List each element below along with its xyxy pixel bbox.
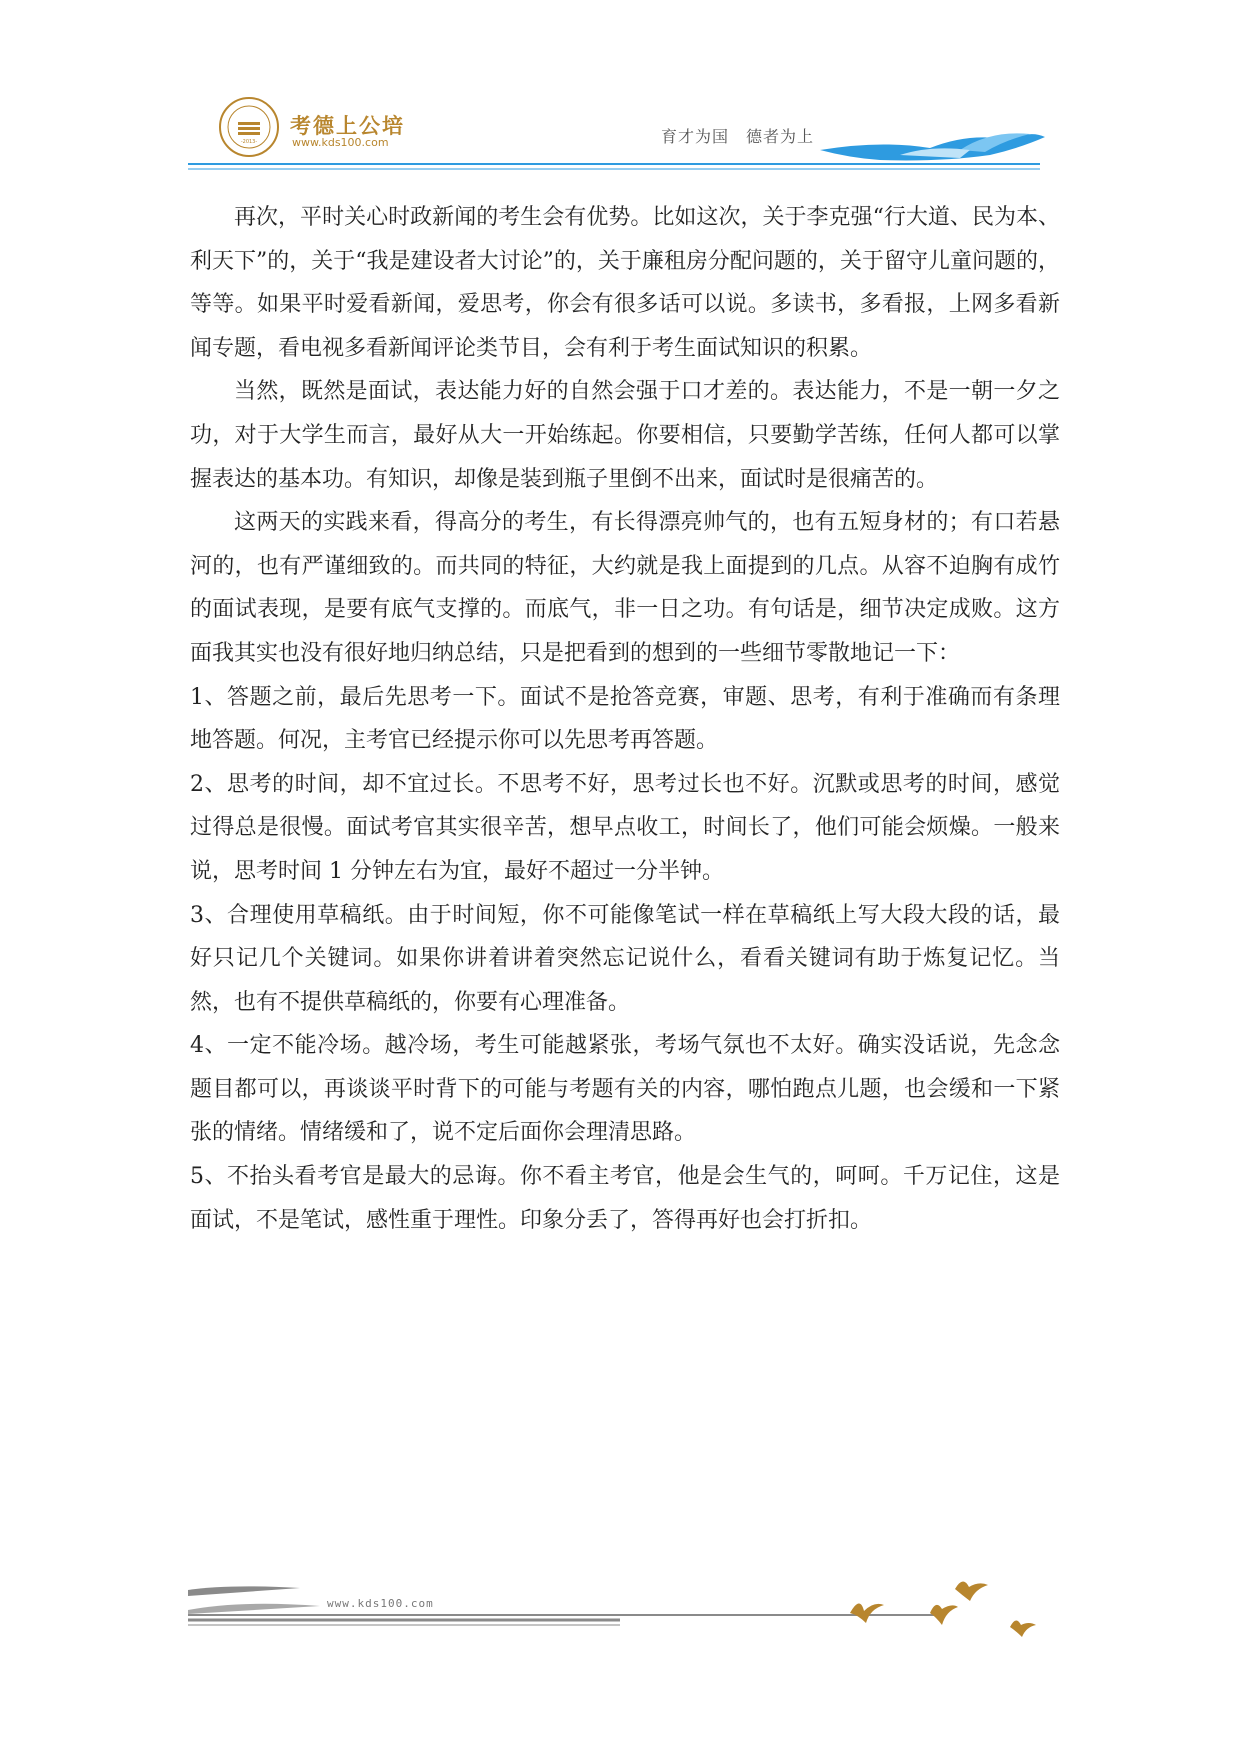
header-rule-graphic — [0, 0, 1241, 180]
brand-name: 考德上公培 — [290, 113, 405, 138]
page-header — [0, 0, 1241, 180]
brand-seal-logo — [218, 96, 280, 158]
list-item: 1、答题之前，最后先思考一下。面试不是抢答竞赛，审题、思考，有利于准确而有条理地答题。何况，主考官已经提示你可以先思考再答题。 — [190, 684, 1060, 754]
list-item: 2、思考的时间，却不宜过长。不思考不好，思考过长也不好。沉默或思考的时间，感觉过得总是很慢。面试考官其实很辛苦，想早点收工，时间长了，他们可能会烦燥。一般来说，思考时间 1 分钟左右为宜，最好不超过一分半钟。 — [190, 771, 1060, 884]
paragraph: 再次，平时关心时政新闻的考生会有优势。比如这次，关于李克强“行大道、民为本、利天下”的，关于“我是建设者大讨论”的，关于廉租房分配问题的，关于留守儿童问题的，等等。如果平时爱看新闻，爱思考，你会有很多话可以说。多读书，多看报，上网多看新闻专题，看电视多看新闻评论类节目，会有利于考生面试知识的积累。 — [190, 205, 1060, 361]
list-item: 3、合理使用草稿纸。由于时间短，你不可能像笔试一样在草稿纸上写大段大段的话，最好只记几个关键词。如果你讲着讲着突然忘记说什么，看看关键词有助于炼复记忆。当然，也有不提供草稿纸的，你要有心理准备。 — [190, 902, 1060, 1015]
page-footer — [0, 1570, 1241, 1680]
brand-url: www.kds100.com — [292, 136, 389, 149]
svg-text:-2013-: -2013- — [240, 139, 258, 145]
flying-birds-icon — [830, 1575, 1070, 1665]
list-item: 5、不抬头看考官是最大的忌诲。你不看主考官，他是会生气的，呵呵。千万记住，这是面试，不是笔试，感性重于理性。印象分丢了，答得再好也会打折扣。 — [190, 1164, 1060, 1233]
list-item: 4、一定不能冷场。越冷场，考生可能越紧张，考场气氛也不太好。确实没话说，先念念题目都可以，再谈谈平时背下的可能与考题有关的内容，哪怕跑点儿题，也会缓和一下紧张的情绪。情绪缓和了，说不定后面你会理清思路。 — [190, 1033, 1060, 1146]
header-slogan: 育才为国 德者为上 — [661, 127, 815, 146]
paragraph: 当然，既然是面试，表达能力好的自然会强于口才差的。表达能力，不是一朝一夕之功，对于大学生而言，最好从大一开始练起。你要相信，只要勤学苦练，任何人都可以掌握表达的基本功。有知识，却像是装到瓶子里倒不出来，面试时是很痛苦的。 — [190, 379, 1060, 492]
paragraph: 这两天的实践来看，得高分的考生，有长得漂亮帅气的，也有五短身材的；有口若悬河的，也有严谨细致的。而共同的特征，大约就是我上面提到的几点。从容不迫胸有成竹的面试表现，是要有底气支撑的。而底气，非一日之功。有句话是，细节决定成败。这方面我其实也没有很好地归纳总结，只是把看到的想到的一些细节零散地记一下： — [190, 510, 1060, 666]
document-body — [190, 196, 1060, 1242]
footer-url: www.kds100.com — [327, 1597, 434, 1610]
